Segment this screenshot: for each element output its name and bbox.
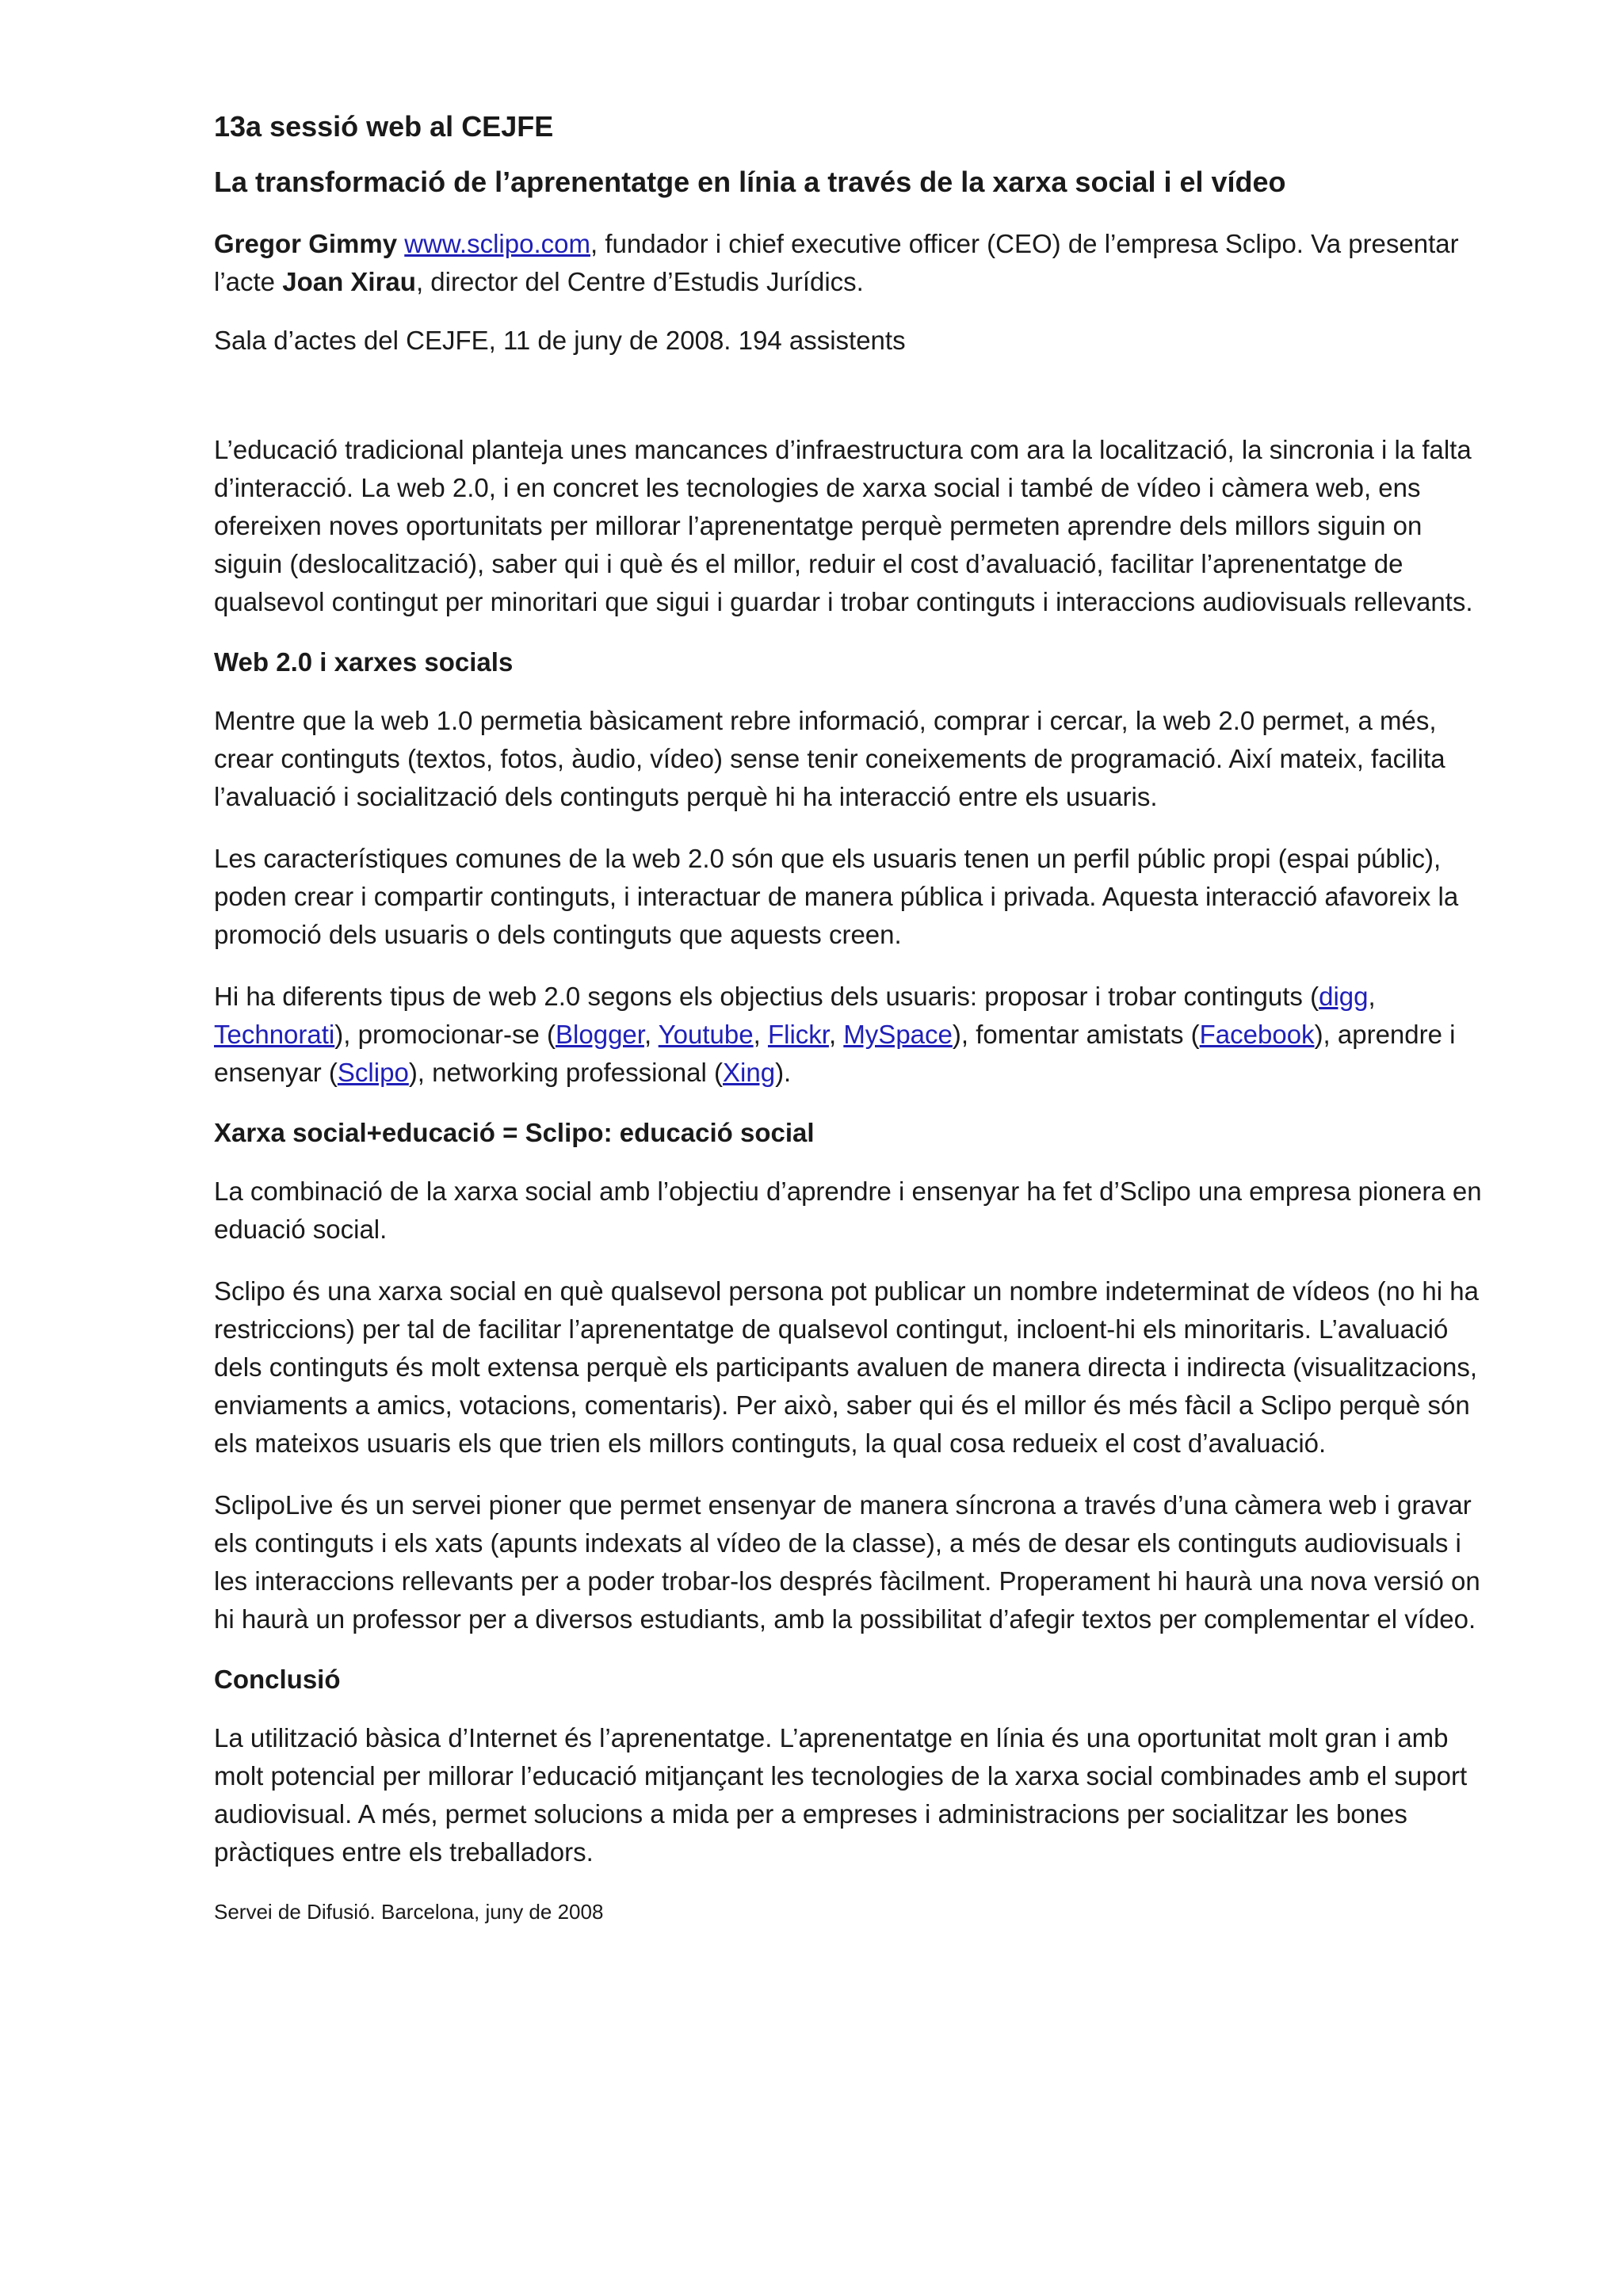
- digg-link[interactable]: digg: [1319, 982, 1369, 1011]
- text-fragment: ,: [643, 1020, 659, 1049]
- speaker-name: Gregor Gimmy: [214, 229, 398, 258]
- text-fragment: ).: [775, 1058, 792, 1087]
- text-fragment: ,: [753, 1020, 768, 1049]
- document-page: [214, 109, 1491, 1925]
- web20-paragraph-2: Les característiques comunes de la web 2.0 són que els usuaris tenen un perfil públic propi (espai públic), poden crear i compartir continguts, i interactuar de manera pública i privada. Aquesta interacció afavoreix la promoció dels usuaris o dels continguts que aquests creen.: [214, 844, 1459, 949]
- presenter-name: Joan Xirau: [282, 267, 416, 296]
- presenter-description: , director del Centre d’Estudis Jurídics.: [415, 267, 864, 296]
- section-heading-web20: Web 2.0 i xarxes socials: [214, 647, 514, 677]
- sclipo-paragraph-1: La combinació de la xarxa social amb l’objectiu d’aprendre i ensenyar ha fet d’Sclipo una empresa pionera en eduació social.: [214, 1177, 1482, 1244]
- text-fragment: ), aprendre i ensenyar (: [214, 1020, 1456, 1087]
- blogger-link[interactable]: Blogger: [556, 1020, 644, 1049]
- text-fragment: ), fomentar amistats (: [952, 1020, 1200, 1049]
- speaker-paragraph: [214, 225, 1491, 301]
- facebook-link[interactable]: Facebook: [1199, 1020, 1315, 1049]
- xing-link[interactable]: Xing: [723, 1058, 776, 1087]
- text-fragment: ), networking professional (: [408, 1058, 723, 1087]
- text-fragment: ), promocionar-se (: [334, 1020, 556, 1049]
- technorati-link[interactable]: Technorati: [214, 1020, 335, 1049]
- section-heading-sclipo: Xarxa social+educació = Sclipo: educació social: [214, 1118, 815, 1147]
- document-title: La transformació de l’aprenentatge en línia a través de la xarxa social i el vídeo: [214, 166, 1286, 198]
- footer-credit: Servei de Difusió. Barcelona, juny de 2008: [214, 1900, 604, 1924]
- youtube-link[interactable]: Youtube: [658, 1020, 754, 1049]
- intro-paragraph: L’educació tradicional planteja unes mancances d’infraestructura com ara la localització, la sincronia i la falta d’interacció. La web 2.0, i en concret les tecnologies de xarxa social i també de vídeo i càmera web, ens ofereixen noves oportunitats per millorar l’aprenentatge perquè permeten aprendre dels millors siguin on siguin (deslocalització), saber qui i què és el millor, reduir el cost d’avaluació, facilitar l’aprenentatge de qualsevol contingut per minoritari que sigui i guardar i trobar continguts i interaccions audiovisuals rellevants.: [214, 435, 1473, 616]
- sclipo-link[interactable]: Sclipo: [337, 1058, 409, 1087]
- text-fragment: ,: [1368, 982, 1376, 1011]
- web20-paragraph-3: [214, 978, 1491, 1092]
- text-fragment: ,: [828, 1020, 844, 1049]
- text-fragment: Hi ha diferents tipus de web 2.0 segons els objectius dels usuaris: proposar i trobar continguts (: [214, 982, 1319, 1011]
- speaker-description: , fundador i chief executive officer (CEO) de l’empresa Sclipo. Va presentar l’acte: [214, 229, 1459, 296]
- sclipo-paragraph-2: Sclipo és una xarxa social en què qualsevol persona pot publicar un nombre indeterminat de vídeos (no hi ha restriccions) per tal de facilitar l’aprenentatge de qualsevol contingut, incloent-hi els minoritaris. L’avaluació dels continguts és molt extensa perquè els participants avaluen de manera directa i indirecta (visualitzacions, enviaments a amics, votacions, comentaris). Per això, saber qui és el millor és més fàcil a Sclipo perquè són els mateixos usuaris els que trien els millors continguts, la qual cosa redueix el cost d’avaluació.: [214, 1276, 1479, 1458]
- myspace-link[interactable]: MySpace: [843, 1020, 953, 1049]
- web20-paragraph-1: Mentre que la web 1.0 permetia bàsicament rebre informació, comprar i cercar, la web 2.0 permet, a més, crear continguts (textos, fotos, àudio, vídeo) sense tenir coneixements de programació. Així mateix, facilita l’avaluació i socialització dels continguts perquè hi ha interacció entre els usuaris.: [214, 706, 1445, 811]
- venue-info: Sala d’actes del CEJFE, 11 de juny de 2008. 194 assistents: [214, 326, 906, 355]
- sclipo-website-link[interactable]: www.sclipo.com: [404, 229, 590, 258]
- session-title: 13a sessió web al CEJFE: [214, 110, 554, 143]
- flickr-link[interactable]: Flickr: [767, 1020, 829, 1049]
- sclipo-paragraph-3: SclipoLive és un servei pioner que permet ensenyar de manera síncrona a través d’una càmera web i gravar els continguts i els xats (apunts indexats al vídeo de la classe), a més de desar els continguts audiovisuals i les interaccions rellevants per a poder trobar-los després fàcilment. Properament hi haurà una nova versió on hi haurà un professor per a diversos estudiants, amb la possibilitat d’afegir textos per complementar el vídeo.: [214, 1490, 1480, 1634]
- section-heading-conclusion: Conclusió: [214, 1665, 341, 1694]
- conclusion-paragraph: La utilització bàsica d’Internet és l’aprenentatge. L’aprenentatge en línia és una oportunitat molt gran i amb molt potencial per millorar l’educació mitjançant les tecnologies de la xarxa social combinades amb el suport audiovisual. A més, permet solucions a mida per a empreses i administracions per socialitzar les bones pràctiques entre els treballadors.: [214, 1723, 1468, 1867]
